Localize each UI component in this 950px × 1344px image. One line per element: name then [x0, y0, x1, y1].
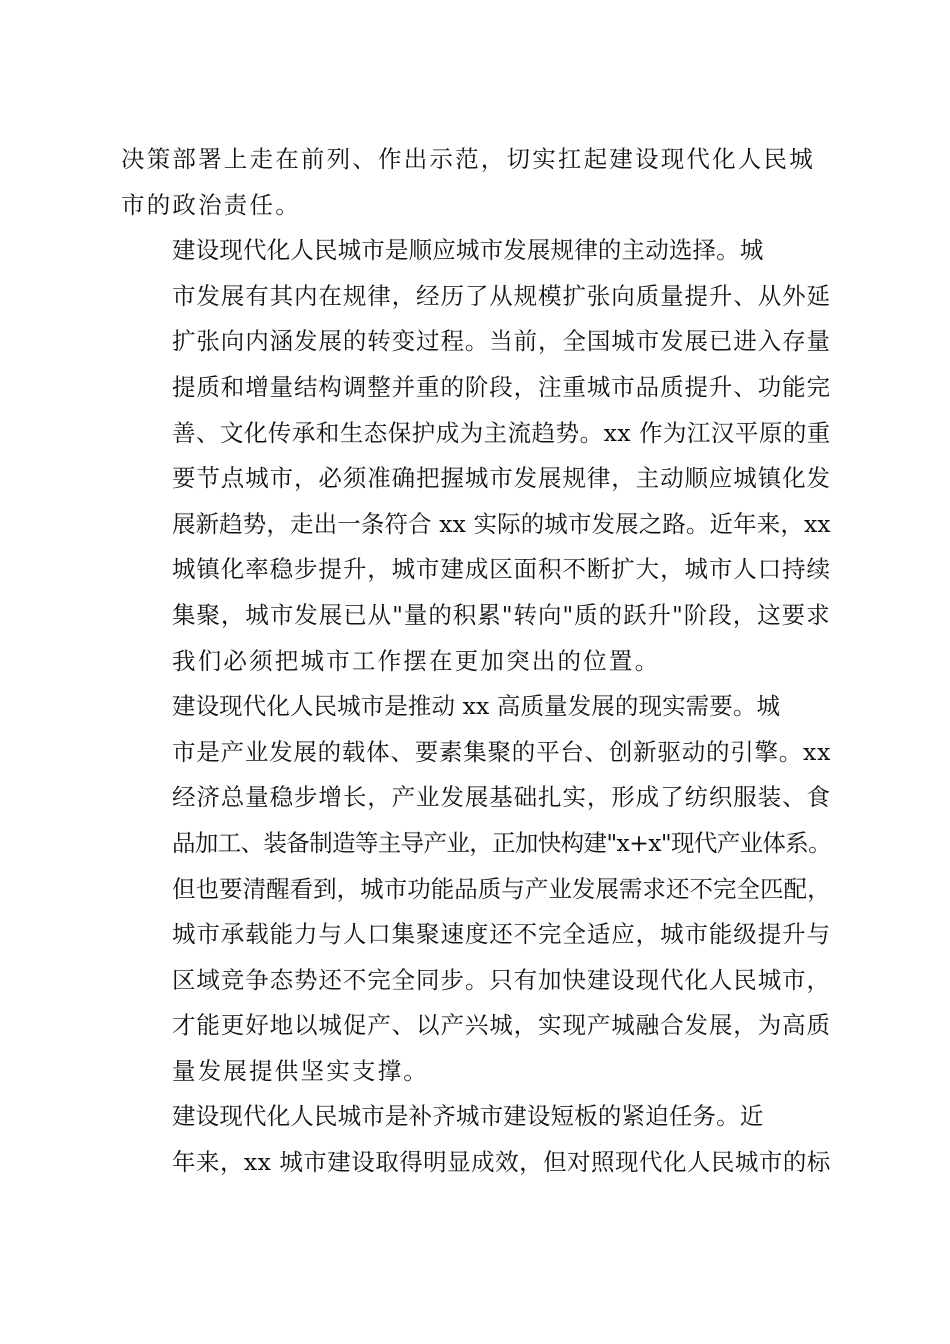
paragraph-1 — [121, 137, 831, 228]
text-line: 区域竞争态势还不完全同步。只有加快建设现代化人民城市， — [172, 965, 831, 994]
text-line: 市的政治责任。 — [121, 190, 301, 219]
text-line: 要节点城市，必须准确把握城市发展规律，主动顺应城镇化发 — [172, 464, 831, 493]
text-line: 年来，xx 城市建设取得明显成效，但对照现代化人民城市的标 — [172, 1148, 831, 1177]
text-line: 城市承载能力与人口集聚速度还不完全适应，城市能级提升与 — [172, 920, 831, 949]
text-line: 量发展提供坚实支撑。 — [172, 1056, 429, 1085]
text-line: 建设现代化人民城市是顺应城市发展规律的主动选择。城 — [172, 236, 764, 265]
text-line: 但也要清醒看到，城市功能品质与产业发展需求还不完全匹配， — [172, 874, 831, 903]
paragraph-4 — [121, 1094, 831, 1185]
text-line: 提质和增量结构调整并重的阶段，注重城市品质提升、功能完 — [172, 372, 831, 401]
text-line: 品加工、装备制造等主导产业，正加快构建"x+x"现代产业体系。 — [172, 828, 832, 857]
paragraph-3 — [121, 684, 831, 1094]
text-line: 善、文化传承和生态保护成为主流趋势。xx 作为江汉平原的重 — [172, 418, 831, 447]
document-body — [121, 137, 831, 1186]
text-line: 城镇化率稳步提升，城市建成区面积不断扩大，城市人口持续 — [172, 555, 831, 584]
text-line: 才能更好地以城促产、以产兴城，实现产城融合发展，为高质 — [172, 1011, 831, 1040]
text-line: 我们必须把城市工作摆在更加突出的位置。 — [172, 646, 661, 675]
text-line: 经济总量稳步增长，产业发展基础扎实，形成了纺织服装、食 — [172, 783, 831, 812]
text-line: 展新趋势，走出一条符合 xx 实际的城市发展之路。近年来，xx — [172, 509, 831, 538]
text-line: 建设现代化人民城市是补齐城市建设短板的紧迫任务。近 — [172, 1102, 764, 1131]
paragraph-2 — [121, 228, 831, 684]
text-line: 建设现代化人民城市是推动 xx 高质量发展的现实需要。城 — [172, 692, 781, 721]
text-line: 扩张向内涵发展的转变过程。当前，全国城市发展已进入存量 — [172, 327, 831, 356]
text-line: 市发展有其内在规律，经历了从规模扩张向质量提升、从外延 — [172, 281, 831, 310]
text-line: 集聚，城市发展已从"量的积累"转向"质的跃升"阶段，这要求 — [172, 600, 831, 629]
text-line: 决策部署上走在前列、作出示范，切实扛起建设现代化人民城 — [121, 145, 815, 173]
text-line: 市是产业发展的载体、要素集聚的平台、创新驱动的引擎。xx — [172, 737, 832, 766]
